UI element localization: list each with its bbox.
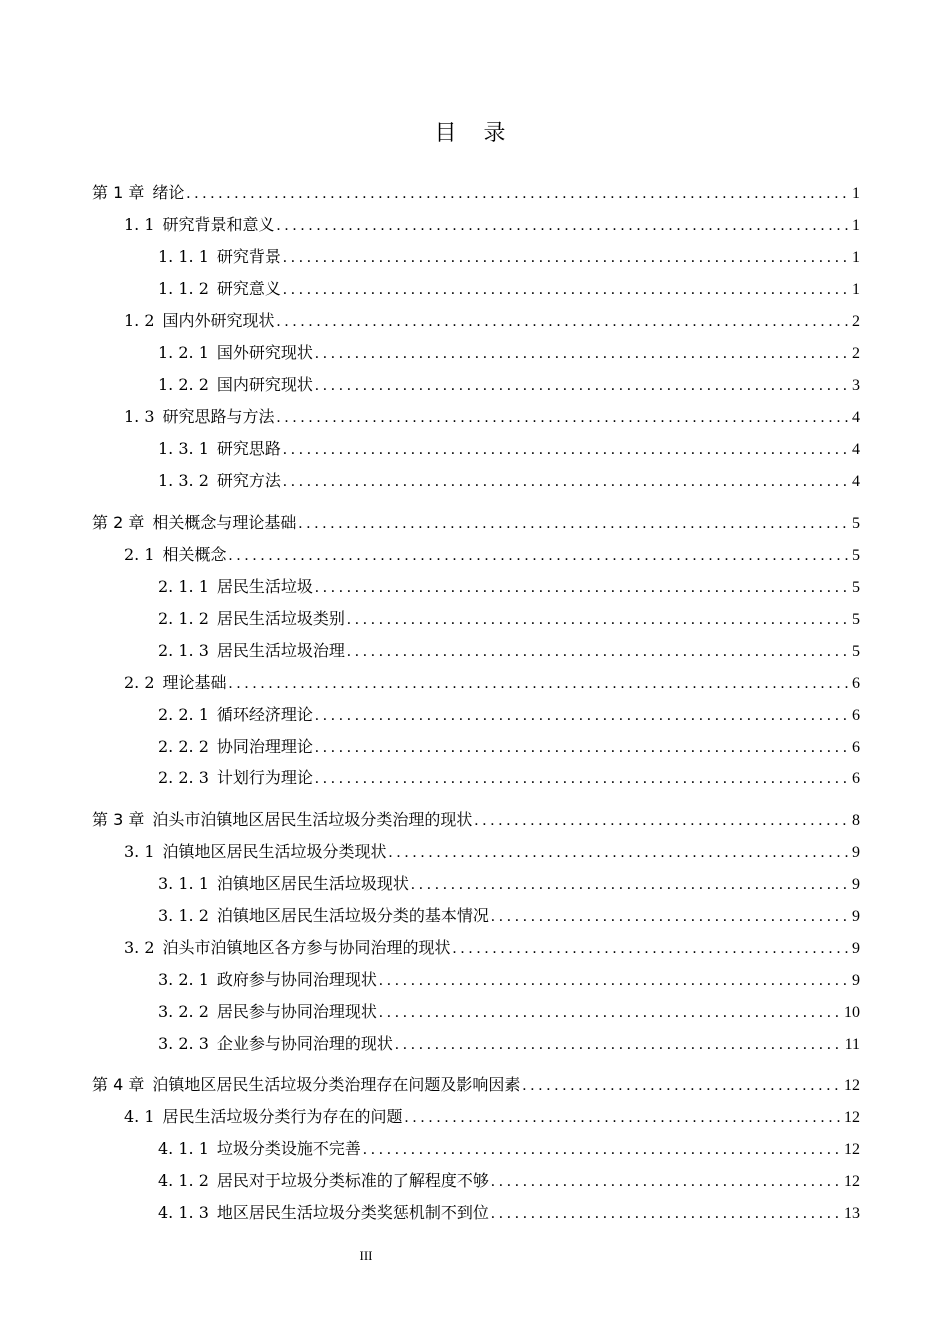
dot-leader: [453, 940, 848, 958]
entry-title: 泊镇地区居民生活垃圾分类治理存在问题及影响因素: [152, 1075, 521, 1094]
entry-number: 第 2 章: [92, 513, 145, 532]
toc-entry-subsection[interactable]: [158, 999, 860, 1023]
entry-page: 11: [844, 1036, 860, 1053]
entry-page: 12: [844, 1077, 860, 1094]
entry-title: 泊头市泊镇地区居民生活垃圾分类治理的现状: [152, 810, 473, 829]
toc-entry-section[interactable]: [124, 542, 860, 566]
entry-page: 9: [852, 908, 860, 925]
entry-number: 4. 1: [124, 1107, 155, 1126]
entry-title: 循环经济理论: [216, 705, 313, 724]
entry-title: 计划行为理论: [216, 768, 313, 787]
toc-entry-subsection[interactable]: [158, 734, 860, 758]
toc-entry-chapter[interactable]: [92, 510, 860, 534]
toc-entry-subsection[interactable]: [158, 1168, 860, 1192]
entry-title: 绪论: [152, 183, 185, 202]
toc-entry-subsection[interactable]: [158, 276, 860, 300]
dot-leader: [491, 908, 848, 926]
toc-entry-subsection[interactable]: [158, 967, 860, 991]
toc-entry-subsection[interactable]: [158, 1136, 860, 1160]
toc-entry-subsection[interactable]: [158, 638, 860, 662]
toc-entry-subsection[interactable]: [158, 1200, 860, 1224]
entry-number: 1. 1. 2: [158, 279, 209, 298]
dot-leader: [315, 739, 848, 757]
entry-title: 居民生活垃圾分类行为存在的问题: [162, 1107, 403, 1126]
entry-title: 研究思路: [216, 439, 281, 458]
page-number-footer: III: [359, 1248, 373, 1263]
entry-number: 3. 2: [124, 938, 155, 957]
dot-leader: [347, 611, 848, 629]
entry-page: 6: [852, 770, 860, 787]
entry-number: 2. 2. 2: [158, 737, 209, 756]
entry-number: 2. 2. 1: [158, 705, 209, 724]
entry-number: 1. 2: [124, 311, 155, 330]
entry-page: 6: [852, 707, 860, 724]
dot-leader: [389, 844, 848, 862]
entry-page: 3: [852, 377, 860, 394]
entry-number: 1. 3. 1: [158, 439, 209, 458]
dot-leader: [277, 217, 848, 235]
entry-title: 研究方法: [216, 471, 281, 490]
entry-page: 8: [852, 812, 860, 829]
dot-leader: [315, 377, 848, 395]
dot-leader: [283, 249, 848, 267]
entry-page: 5: [852, 515, 860, 532]
toc-entry-subsection[interactable]: [158, 244, 860, 268]
entry-title: 相关概念与理论基础: [152, 513, 297, 532]
entry-number: 3. 1. 1: [158, 874, 209, 893]
entry-title: 泊头市泊镇地区各方参与协同治理的现状: [162, 938, 451, 957]
entry-title: 协同治理理论: [216, 737, 313, 756]
entry-page: 6: [852, 739, 860, 756]
entry-number: 2. 1. 3: [158, 641, 209, 660]
entry-number: 3. 1: [124, 842, 155, 861]
dot-leader: [491, 1205, 840, 1223]
entry-page: 9: [852, 876, 860, 893]
entry-page: 4: [852, 441, 860, 458]
entry-page: 2: [852, 345, 860, 362]
toc-entry-chapter[interactable]: [92, 807, 860, 831]
dot-leader: [491, 1173, 840, 1191]
entry-title: 研究思路与方法: [162, 407, 275, 426]
entry-title: 泊镇地区居民生活垃圾分类现状: [162, 842, 387, 861]
dot-leader: [283, 441, 848, 459]
entry-number: 1. 1. 1: [158, 247, 209, 266]
entry-page: 12: [844, 1109, 860, 1126]
toc-entry-subsection[interactable]: [158, 606, 860, 630]
toc-entry-section[interactable]: [124, 212, 860, 236]
entry-page: 9: [852, 940, 860, 957]
entry-page: 1: [852, 281, 860, 298]
entry-title: 相关概念: [162, 545, 227, 564]
entry-page: 5: [852, 547, 860, 564]
entry-title: 研究背景和意义: [162, 215, 275, 234]
entry-title: 企业参与协同治理的现状: [216, 1034, 393, 1053]
entry-number: 第 1 章: [92, 183, 145, 202]
dot-leader: [411, 876, 848, 894]
dot-leader: [283, 281, 848, 299]
dot-leader: [229, 547, 848, 565]
dot-leader: [298, 515, 848, 533]
entry-page: 1: [852, 185, 860, 202]
entry-page: 5: [852, 643, 860, 660]
entry-number: 1. 2. 2: [158, 375, 209, 394]
entry-title: 国内外研究现状: [162, 311, 275, 330]
entry-title: 居民生活垃圾治理: [216, 641, 345, 660]
dot-leader: [315, 707, 848, 725]
dot-leader: [379, 972, 848, 990]
toc-entry-subsection[interactable]: [158, 372, 860, 396]
entry-number: 1. 3: [124, 407, 155, 426]
entry-page: 10: [844, 1004, 860, 1021]
dot-leader: [315, 579, 848, 597]
toc-entry-subsection[interactable]: [158, 468, 860, 492]
toc-entry-subsection[interactable]: [158, 871, 860, 895]
entry-title: 居民对于垃圾分类标准的了解程度不够: [216, 1171, 489, 1190]
dot-leader: [363, 1141, 840, 1159]
entry-page: 6: [852, 675, 860, 692]
dot-leader: [474, 812, 848, 830]
entry-page: 12: [844, 1173, 860, 1190]
entry-page: 9: [852, 972, 860, 989]
dot-leader: [405, 1109, 840, 1127]
entry-number: 3. 2. 1: [158, 970, 209, 989]
entry-title: 地区居民生活垃圾分类奖惩机制不到位: [216, 1203, 489, 1222]
toc-entry-chapter[interactable]: [92, 180, 860, 204]
toc-entry-subsection[interactable]: [158, 1031, 860, 1055]
entry-page: 4: [852, 473, 860, 490]
entry-page: 13: [844, 1205, 860, 1222]
entry-number: 1. 3. 2: [158, 471, 209, 490]
dot-leader: [229, 675, 848, 693]
entry-number: 2. 1: [124, 545, 155, 564]
entry-title: 泊镇地区居民生活垃圾分类的基本情况: [216, 906, 489, 925]
toc-entry-section[interactable]: [124, 1104, 860, 1128]
dot-leader: [379, 1004, 840, 1022]
dot-leader: [315, 770, 848, 788]
toc-title: 目 录: [434, 121, 516, 146]
dot-leader: [347, 643, 848, 661]
entry-number: 2. 1. 1: [158, 577, 209, 596]
entry-title: 政府参与协同治理现状: [216, 970, 377, 989]
entry-number: 2. 2: [124, 673, 155, 692]
entry-page: 2: [852, 313, 860, 330]
entry-page: 4: [852, 409, 860, 426]
entry-page: 9: [852, 844, 860, 861]
entry-page: 5: [852, 579, 860, 596]
entry-title: 泊镇地区居民生活垃圾现状: [216, 874, 409, 893]
entry-number: 4. 1. 1: [158, 1139, 209, 1158]
entry-number: 3. 2. 2: [158, 1002, 209, 1021]
dot-leader: [315, 345, 848, 363]
entry-number: 3. 1. 2: [158, 906, 209, 925]
toc-entry-subsection[interactable]: [158, 574, 860, 598]
entry-page: 1: [852, 249, 860, 266]
entry-title: 居民生活垃圾类别: [216, 609, 345, 628]
entry-number: 4. 1. 2: [158, 1171, 209, 1190]
dot-leader: [277, 313, 848, 331]
entry-number: 第 4 章: [92, 1075, 145, 1094]
entry-page: 5: [852, 611, 860, 628]
dot-leader: [395, 1036, 841, 1054]
entry-number: 3. 2. 3: [158, 1034, 209, 1053]
toc-entry-section[interactable]: [124, 670, 860, 694]
toc-entry-subsection[interactable]: [158, 436, 860, 460]
toc-entry-subsection[interactable]: [158, 903, 860, 927]
entry-page: 12: [844, 1141, 860, 1158]
entry-number: 1. 1: [124, 215, 155, 234]
entry-page: 1: [852, 217, 860, 234]
dot-leader: [277, 409, 848, 427]
entry-number: 2. 2. 3: [158, 768, 209, 787]
entry-title: 居民生活垃圾: [216, 577, 313, 596]
toc-entry-subsection[interactable]: [158, 702, 860, 726]
entry-title: 研究意义: [216, 279, 281, 298]
entry-number: 第 3 章: [92, 810, 145, 829]
dot-leader: [283, 473, 848, 491]
entry-number: 2. 1. 2: [158, 609, 209, 628]
entry-title: 理论基础: [162, 673, 227, 692]
toc-entry-subsection[interactable]: [158, 765, 860, 789]
toc-entry-chapter[interactable]: [92, 1072, 860, 1096]
entry-title: 国外研究现状: [216, 343, 313, 362]
toc-entry-section[interactable]: [124, 935, 860, 959]
dot-leader: [522, 1077, 840, 1095]
dot-leader: [186, 185, 848, 203]
entry-number: 4. 1. 3: [158, 1203, 209, 1222]
toc-entry-section[interactable]: [124, 839, 860, 863]
toc-entry-section[interactable]: [124, 308, 860, 332]
toc-entry-section[interactable]: [124, 404, 860, 428]
entry-number: 1. 2. 1: [158, 343, 209, 362]
entry-title: 居民参与协同治理现状: [216, 1002, 377, 1021]
entry-title: 垃圾分类设施不完善: [216, 1139, 361, 1158]
toc-entry-subsection[interactable]: [158, 340, 860, 364]
entry-title: 国内研究现状: [216, 375, 313, 394]
entry-title: 研究背景: [216, 247, 281, 266]
